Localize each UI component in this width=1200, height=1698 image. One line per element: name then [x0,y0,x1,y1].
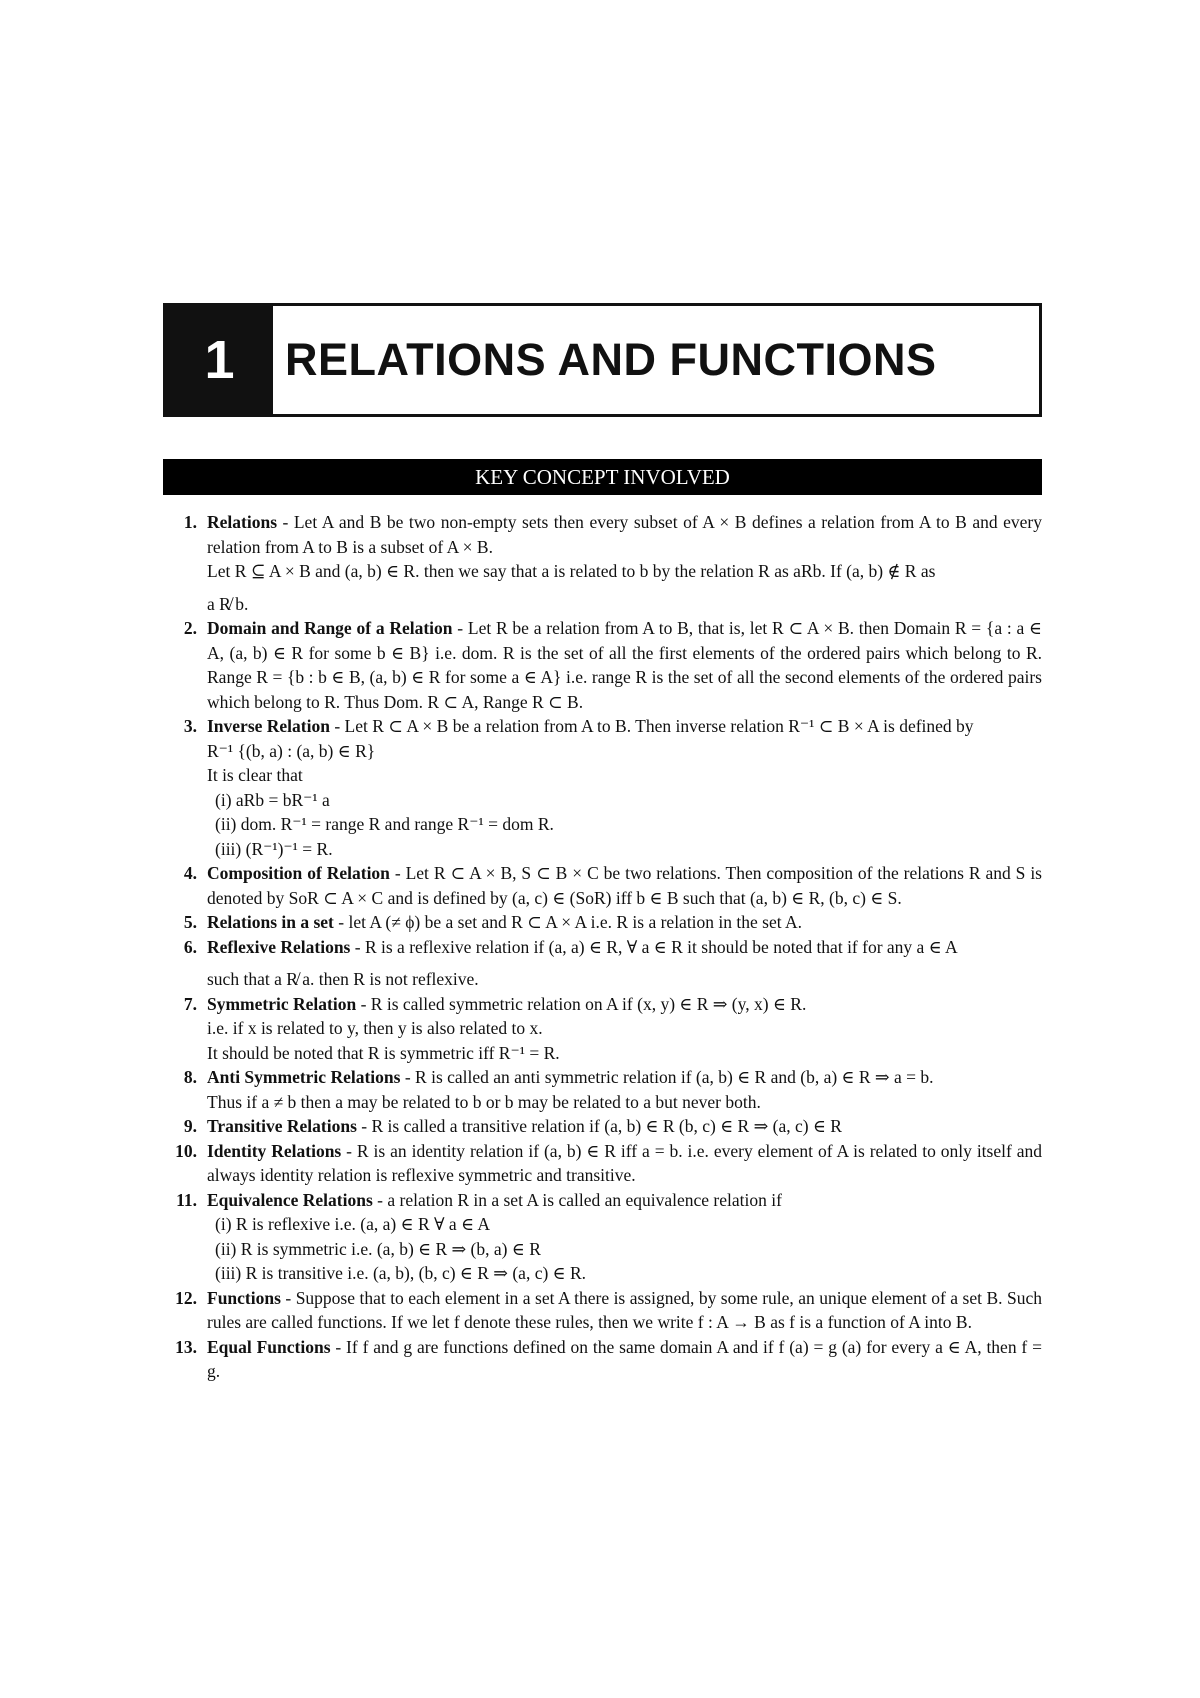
item-term: Identity Relations [207,1140,342,1161]
item-text: - a relation R in a set A is called an equivalence relation if [372,1189,782,1210]
item-text: - R is called symmetric relation on A if (x, y) ∈ R ⇒ (y, x) ∈ R. [356,993,807,1014]
sub-item: (iii) (R⁻¹)⁻¹ = R. [215,838,333,859]
item-term: Relations [207,512,277,532]
sub-item: (i) R is reflexive i.e. (a, a) ∈ R ∀ a ∈ A [215,1214,491,1234]
item-term: Domain and Range of a Relation [207,618,453,638]
item-number: 11. [176,1189,197,1210]
section-banner: KEY CONCEPT INVOLVED [163,459,1042,495]
concept-item [163,1065,1042,1114]
concept-item [163,1286,1042,1335]
sub-item: (ii) R is symmetric i.e. (a, b) ∈ R ⇒ (b, a) ∈ R [215,1238,541,1259]
item-number: 6. [183,936,197,957]
item-term: Equivalence Relations [207,1189,373,1210]
item-term: Equal Functions [207,1336,331,1357]
concept-item [163,616,1042,714]
item-number: 12. [175,1287,197,1308]
item-term: Inverse Relation [207,716,330,736]
item-number: 8. [183,1067,197,1087]
item-text: R⁻¹ {(b, a) : (a, b) ∈ R} [207,740,376,761]
item-text: It is clear that [207,765,303,785]
item-text: It should be noted that R is symmetric iff R⁻¹ = R. [207,1042,560,1063]
chapter-header [163,303,1042,417]
concept-item [163,861,1042,910]
item-term: Relations in a set [207,912,334,932]
concept-list [163,510,1042,1384]
item-text: - Let R be a relation from A to B, that is, let R ⊂ A × B. then Domain R = {a : a ∈ A, (a, b) ∈ R for some b ∈ B} i.e. dom. R is the set of all the first elements of the ordered pairs which belong to R. Range R = {b : b ∈ B, (a, b) ∈ R for some a ∈ A} i.e. range R is the set of all the second elements of the ordered pairs which belong to R. Thus Dom. R ⊂ A, Range R ⊂ B. [207,618,1042,712]
item-term: Symmetric Relation [207,993,357,1014]
item-text: such that a R̸ a. then R is not reflexive. [207,969,479,989]
item-text: - Let R ⊂ A × B be a relation from A to B. Then inverse relation R⁻¹ ⊂ B × A is defined by [329,716,974,736]
item-text: - Let R ⊂ A × B, S ⊂ B × C be two relations. Then composition of the relations R and S is denoted by SoR ⊂ A × C and is defined by (a, c) ∈ (SoR) iff b ∈ B such that (a, b) ∈ R, (b, c) ∈ S. [207,863,1042,908]
chapter-number: 1 [166,306,273,414]
item-number: 9. [183,1116,197,1136]
concept-item [163,714,1042,861]
item-number: 4. [183,863,197,883]
item-number: 2. [183,618,197,638]
item-text: - If f and g are functions defined on the same domain A and if f (a) = g (a) for every a ∈ A, then f = g. [207,1336,1042,1381]
item-text: Thus if a ≠ b then a may be related to b or b may be related to a but never both. [207,1091,761,1112]
item-term: Transitive Relations [207,1116,357,1136]
concept-item [163,992,1042,1066]
item-text: a R̸ b. [207,593,249,614]
item-text: i.e. if x is related to y, then y is also related to x. [207,1018,543,1038]
concept-item [163,1139,1042,1188]
sub-item: (i) aRb = bR⁻¹ a [215,789,330,810]
item-number: 5. [183,912,197,932]
item-number: 3. [183,716,197,736]
item-term: Functions [207,1287,281,1308]
item-text: - R is called a transitive relation if (a, b) ∈ R (b, c) ∈ R ⇒ (a, c) ∈ R [356,1116,842,1136]
concept-item [163,910,1042,935]
item-term: Anti Symmetric Relations [207,1067,401,1087]
item-term: Composition of Relation [207,863,390,883]
concept-item [163,1188,1042,1286]
item-text: - Let A and B be two non-empty sets then every subset of A × B defines a relation from A to B and every relation from A to B is a subset of A × B. [207,512,1042,557]
item-number: 10. [175,1140,197,1161]
concept-item [163,935,1042,992]
item-text: - Suppose that to each element in a set A there is assigned, by some rule, an unique element of a set B. Such rules are called functions. If we let f denote these rules, then we write f : A → B as f is a function of A into B. [207,1287,1042,1332]
item-text: Let R ⊆ A × B and (a, b) ∈ R. then we say that a is related to b by the relation R as aRb. If (a, b) ∉ R as [207,561,936,581]
sub-item: (iii) R is transitive i.e. (a, b), (b, c) ∈ R ⇒ (a, c) ∈ R. [215,1263,587,1283]
item-text: - let A (≠ ϕ) be a set and R ⊂ A × A i.e. R is a relation in the set A. [333,912,803,932]
item-term: Reflexive Relations [207,936,351,957]
sub-item: (ii) dom. R⁻¹ = range R and range R⁻¹ = dom R. [215,814,554,834]
item-text: - R is a reflexive relation if (a, a) ∈ R, ∀ a ∈ R it should be noted that if for any a ∈ A [350,936,958,957]
concept-item [163,1114,1042,1139]
item-text: - R is called an anti symmetric relation if (a, b) ∈ R and (b, a) ∈ R ⇒ a = b. [400,1067,934,1087]
concept-item [163,510,1042,616]
item-number: 13. [175,1336,197,1357]
item-number: 7. [183,993,197,1014]
item-number: 1. [183,512,197,532]
item-text: - R is an identity relation if (a, b) ∈ R iff a = b. i.e. every element of A is related to only itself and always identity relation is reflexive symmetric and transitive. [207,1140,1043,1185]
chapter-title: RELATIONS AND FUNCTIONS [285,334,937,385]
concept-item [163,1335,1042,1384]
